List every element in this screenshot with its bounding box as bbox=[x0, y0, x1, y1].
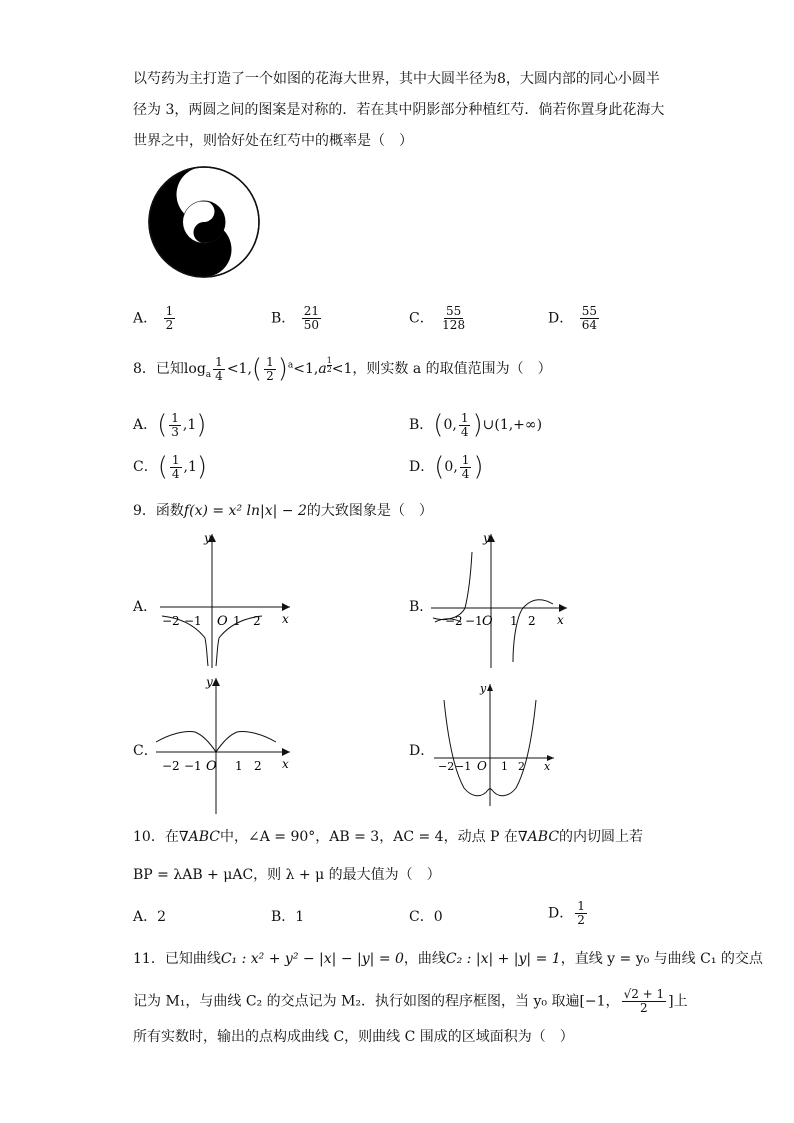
svg-text:O: O bbox=[482, 614, 493, 629]
q8-suffix: <1，则实数 a 的取值范围为（ ） bbox=[331, 361, 552, 377]
frac-den: 4 bbox=[215, 368, 223, 383]
q8-mid2: <1, bbox=[293, 361, 319, 377]
q8-option-a[interactable]: A．( $\frac{1}{3}$ ,1) bbox=[133, 410, 207, 440]
x-axis-label: x bbox=[282, 612, 289, 626]
frac-num: 1 bbox=[165, 304, 174, 318]
svg-text:y: y bbox=[483, 531, 490, 545]
svg-text:1: 1 bbox=[233, 614, 241, 628]
frac-den: 2 bbox=[165, 318, 174, 332]
frac-num: 1 bbox=[215, 354, 223, 369]
option-label: B． bbox=[271, 310, 296, 327]
q9-option-c-label[interactable]: C． bbox=[133, 743, 158, 759]
option-label: A． bbox=[133, 310, 158, 327]
svg-text:−2: −2 bbox=[162, 614, 180, 628]
log-base: a bbox=[205, 369, 212, 380]
q9-graph-d[interactable] bbox=[430, 680, 560, 808]
q9-graph-b[interactable] bbox=[425, 530, 575, 670]
svg-text:1: 1 bbox=[510, 614, 518, 628]
frac-den: 128 bbox=[442, 318, 466, 332]
svg-text:y: y bbox=[480, 682, 487, 695]
q10-line1: 10．在∇ABC中，∠A = 90°，AB = 3，AC = 4，动点 P 在∇ABC的内切圆上若 bbox=[133, 829, 644, 845]
frac-num: 55 bbox=[581, 304, 597, 318]
q9-graph-c[interactable] bbox=[150, 674, 300, 816]
q7-line2: 径为 3，两圆之间的图案是对称的．若在其中阴影部分种植红芍．倘若你置身此花海大 bbox=[133, 102, 665, 118]
q8-option-d[interactable]: D．(0, $\frac{1}{4}$ ) bbox=[409, 452, 484, 482]
q8-prefix: 8．已知 bbox=[133, 361, 184, 377]
q9-graph-a[interactable] bbox=[150, 530, 300, 670]
svg-text:−2: −2 bbox=[438, 760, 455, 773]
q7-line3: 世界之中，则恰好处在红芍中的概率是（ ） bbox=[133, 133, 413, 149]
q8-stem: 8．已知$\log_a$ $\frac{1}{4}$ <1,( $\frac{1}{2}$ )$^a$<1,a $^{\frac{1}{2}}$ <1，则实数 a 的取值范围为（ ） bbox=[133, 354, 552, 384]
svg-text:O: O bbox=[477, 759, 487, 773]
option-label: A． bbox=[133, 417, 158, 433]
svg-text:2: 2 bbox=[528, 614, 536, 628]
svg-text:−1: −1 bbox=[184, 759, 202, 773]
svg-text:2: 2 bbox=[253, 614, 261, 628]
svg-text:O: O bbox=[206, 759, 217, 774]
q7-option-d[interactable] bbox=[548, 305, 601, 332]
option-label: C． bbox=[133, 459, 158, 475]
q11-line3: 所有实数时，输出的点构成曲线 C，则曲线 C 围成的区域面积为（ ） bbox=[133, 1029, 574, 1045]
svg-text:x: x bbox=[557, 613, 564, 627]
svg-text:−2: −2 bbox=[162, 759, 180, 773]
q9-option-d-label[interactable]: D． bbox=[409, 743, 435, 759]
svg-text:1: 1 bbox=[235, 759, 243, 773]
option-label: B． bbox=[409, 417, 434, 433]
origin-label: O bbox=[217, 614, 228, 629]
q8-option-b[interactable]: B．(0, $\frac{1}{4}$ )∪(1,+∞) bbox=[409, 410, 543, 440]
q9-option-b-label[interactable]: B． bbox=[409, 599, 434, 615]
y-axis-label: y bbox=[204, 531, 211, 545]
svg-text:x: x bbox=[282, 757, 289, 771]
option-label: D． bbox=[548, 310, 574, 327]
q10-option-a[interactable]: A．2 bbox=[133, 909, 167, 925]
exp-a: a bbox=[287, 360, 294, 371]
q9-function: f(x) = x² ln|x| − 2 bbox=[183, 503, 307, 519]
frac-num: 21 bbox=[303, 304, 320, 318]
q10-option-b[interactable]: B．1 bbox=[271, 909, 305, 925]
frac-den: 64 bbox=[581, 318, 597, 332]
q8-option-c[interactable]: C．( $\frac{1}{4}$ ,1) bbox=[133, 452, 208, 482]
q9-option-a-label[interactable]: A． bbox=[133, 599, 158, 615]
q7-option-c[interactable] bbox=[409, 305, 469, 332]
q11-line1: 11．已知曲线C₁ : x² + y² − |x| − |y| = 0，曲线C₂ : |x| + |y| = 1，直线 y = y₀ 与曲线 C₁ 的交点 bbox=[133, 951, 763, 967]
svg-text:−1: −1 bbox=[184, 614, 202, 628]
svg-text:2: 2 bbox=[518, 760, 525, 773]
q7-option-b[interactable] bbox=[271, 305, 323, 332]
svg-text:−2: −2 bbox=[445, 614, 463, 628]
svg-text:−1: −1 bbox=[455, 760, 472, 773]
q7-option-a[interactable] bbox=[133, 305, 177, 332]
q10-option-d[interactable]: D． $\frac{1}{2}$ bbox=[548, 899, 585, 927]
frac-num: 55 bbox=[445, 304, 462, 318]
q9-stem: 9．函数f(x) = x² ln|x| − 2的大致图象是（ ） bbox=[133, 503, 433, 519]
q7-line1: 以芍药为主打造了一个如图的花海大世界，其中大圆半径为8，大圆内部的同心小圆半 bbox=[133, 71, 660, 87]
option-label: C． bbox=[409, 310, 434, 327]
q10-line2: BP = λAB + μAC，则 λ + μ 的最大值为（ ） bbox=[133, 867, 441, 883]
frac-den: 50 bbox=[303, 318, 320, 332]
q10-option-c[interactable]: C．0 bbox=[409, 909, 443, 925]
taiji-flower-sea-figure bbox=[146, 164, 262, 280]
svg-text:1: 1 bbox=[501, 760, 508, 773]
q8-mid1: <1, bbox=[226, 361, 252, 377]
svg-text:−1: −1 bbox=[465, 614, 483, 628]
svg-text:y: y bbox=[206, 675, 213, 689]
option-label: D． bbox=[409, 459, 435, 475]
svg-text:x: x bbox=[544, 760, 551, 773]
svg-text:2: 2 bbox=[254, 759, 262, 773]
q11-line2: 记为 M₁，与曲线 C₂ 的交点记为 M₂．执行如图的程序框图，当 y₀ 取遍[−1， $\frac{√2 + 1}{2}$ ]上 bbox=[133, 987, 688, 1015]
